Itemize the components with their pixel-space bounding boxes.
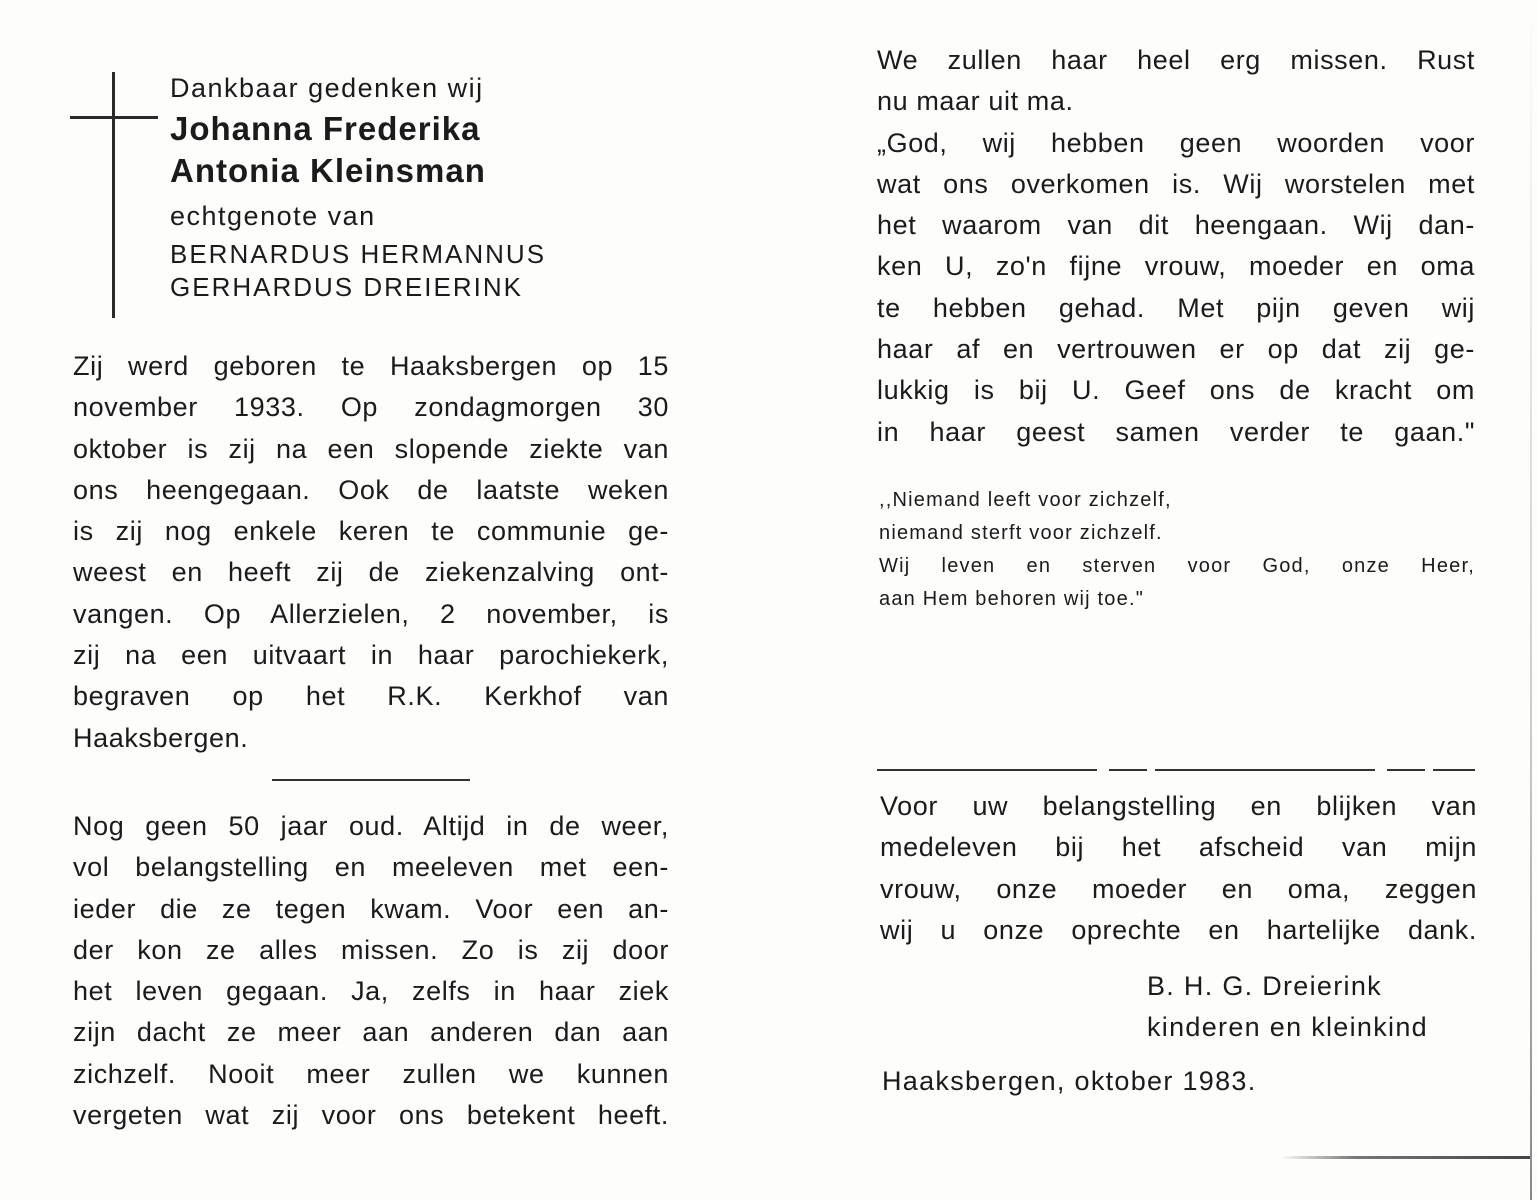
text-line: Haaksbergen.: [73, 722, 249, 753]
text-line: is zij nog enkele keren te communie ge-: [73, 516, 669, 547]
text-line: te hebben gehad. Met pijn geven wij: [877, 292, 1475, 323]
scan-edge-right: [1530, 0, 1532, 1200]
text-line: begraven op het R.K. Kerkhof van: [73, 681, 669, 712]
intro-text: Dankbaar gedenken wij: [170, 73, 484, 103]
text-line: zij na een uitvaart in haar parochiekerk,: [73, 640, 669, 671]
prayer-paragraph: [877, 40, 1475, 453]
signature-name: B. H. G. Dreierink: [1147, 971, 1382, 1001]
cross-icon: [112, 72, 115, 318]
text-line: zijn dacht ze meer aan anderen dan aan: [73, 1017, 669, 1048]
text-line: oktober is zij na een slopende ziekte van: [73, 433, 669, 464]
tribute-paragraph: [73, 806, 669, 1136]
text-line: vol belangstelling en meeleven met een-: [73, 852, 669, 883]
text-line: vangen. Op Allerzielen, 2 november, is: [73, 598, 669, 629]
text-line: „God, wij hebben geen woorden voor: [877, 127, 1475, 158]
signature-family: kinderen en kleinkind: [1147, 1012, 1428, 1042]
spouse-name-line2: GERHARDUS DREIERINK: [170, 272, 523, 302]
divider: [877, 769, 1475, 771]
text-line: in haar geest samen verder te gaan.": [877, 416, 1475, 447]
biography-paragraph: [73, 346, 669, 759]
text-line: Nog geen 50 jaar oud. Altijd in de weer,: [73, 811, 669, 841]
spouse-label: echtgenote van: [170, 201, 376, 231]
text-line: weest en heeft zij de ziekenzalving ont-: [73, 557, 669, 588]
cross-icon-bar: [70, 116, 158, 119]
deceased-name-line1: Johanna Frederika: [170, 110, 481, 147]
text-line: medeleven bij het afscheid van mijn: [880, 832, 1477, 863]
text-line: vergeten wat zij voor ons betekent heeft.: [73, 1100, 669, 1131]
text-line: Zij werd geboren te Haaksbergen op 15: [73, 351, 669, 381]
text-line: der kon ze alles missen. Zo is zij door: [73, 934, 669, 965]
text-line: ,,Niemand leeft voor zichzelf,: [879, 489, 1172, 511]
text-line: het waarom van dit heengaan. Wij dan-: [877, 210, 1475, 241]
text-line: Voor uw belangstelling en blijken van: [880, 791, 1477, 821]
text-line: niemand sterft voor zichzelf.: [879, 522, 1163, 544]
text-line: aan Hem behoren wij toe.": [879, 588, 1145, 610]
text-line: wij u onze oprechte en hartelijke dank.: [880, 914, 1477, 945]
text-line: Wij leven en sterven voor God, onze Heer,: [879, 555, 1475, 577]
scan-edge-line: [1280, 1156, 1530, 1159]
text-line: haar af en vertrouwen er op dat zij ge-: [877, 334, 1475, 365]
text-line: november 1933. Op zondagmorgen 30: [73, 392, 669, 423]
text-line: wat ons overkomen is. Wij worstelen met: [877, 168, 1475, 199]
thanks-paragraph: [880, 786, 1477, 951]
place-date: Haaksbergen, oktober 1983.: [882, 1066, 1257, 1096]
text-line: ieder die ze tegen kwam. Voor een an-: [73, 893, 669, 924]
text-line: lukkig is bij U. Geef ons de kracht om: [877, 375, 1475, 406]
text-line: vrouw, onze moeder en oma, zeggen: [880, 873, 1477, 904]
text-line: nu maar uit ma.: [877, 86, 1074, 117]
text-line: ken U, zo'n fijne vrouw, moeder en oma: [877, 251, 1475, 282]
text-line: zichzelf. Nooit meer zullen we kunnen: [73, 1058, 669, 1089]
text-line: We zullen haar heel erg missen. Rust: [877, 45, 1475, 75]
scripture-quote: [879, 484, 1475, 616]
spouse-name-line1: BERNARDUS HERMANNUS: [170, 239, 547, 269]
card-header: [170, 68, 650, 304]
signature-block: [1147, 966, 1428, 1048]
text-line: het leven gegaan. Ja, zelfs in haar ziek: [73, 976, 669, 1007]
divider: [272, 779, 470, 781]
text-line: ons heengegaan. Ook de laatste weken: [73, 474, 669, 505]
deceased-name-line2: Antonia Kleinsman: [170, 152, 486, 189]
